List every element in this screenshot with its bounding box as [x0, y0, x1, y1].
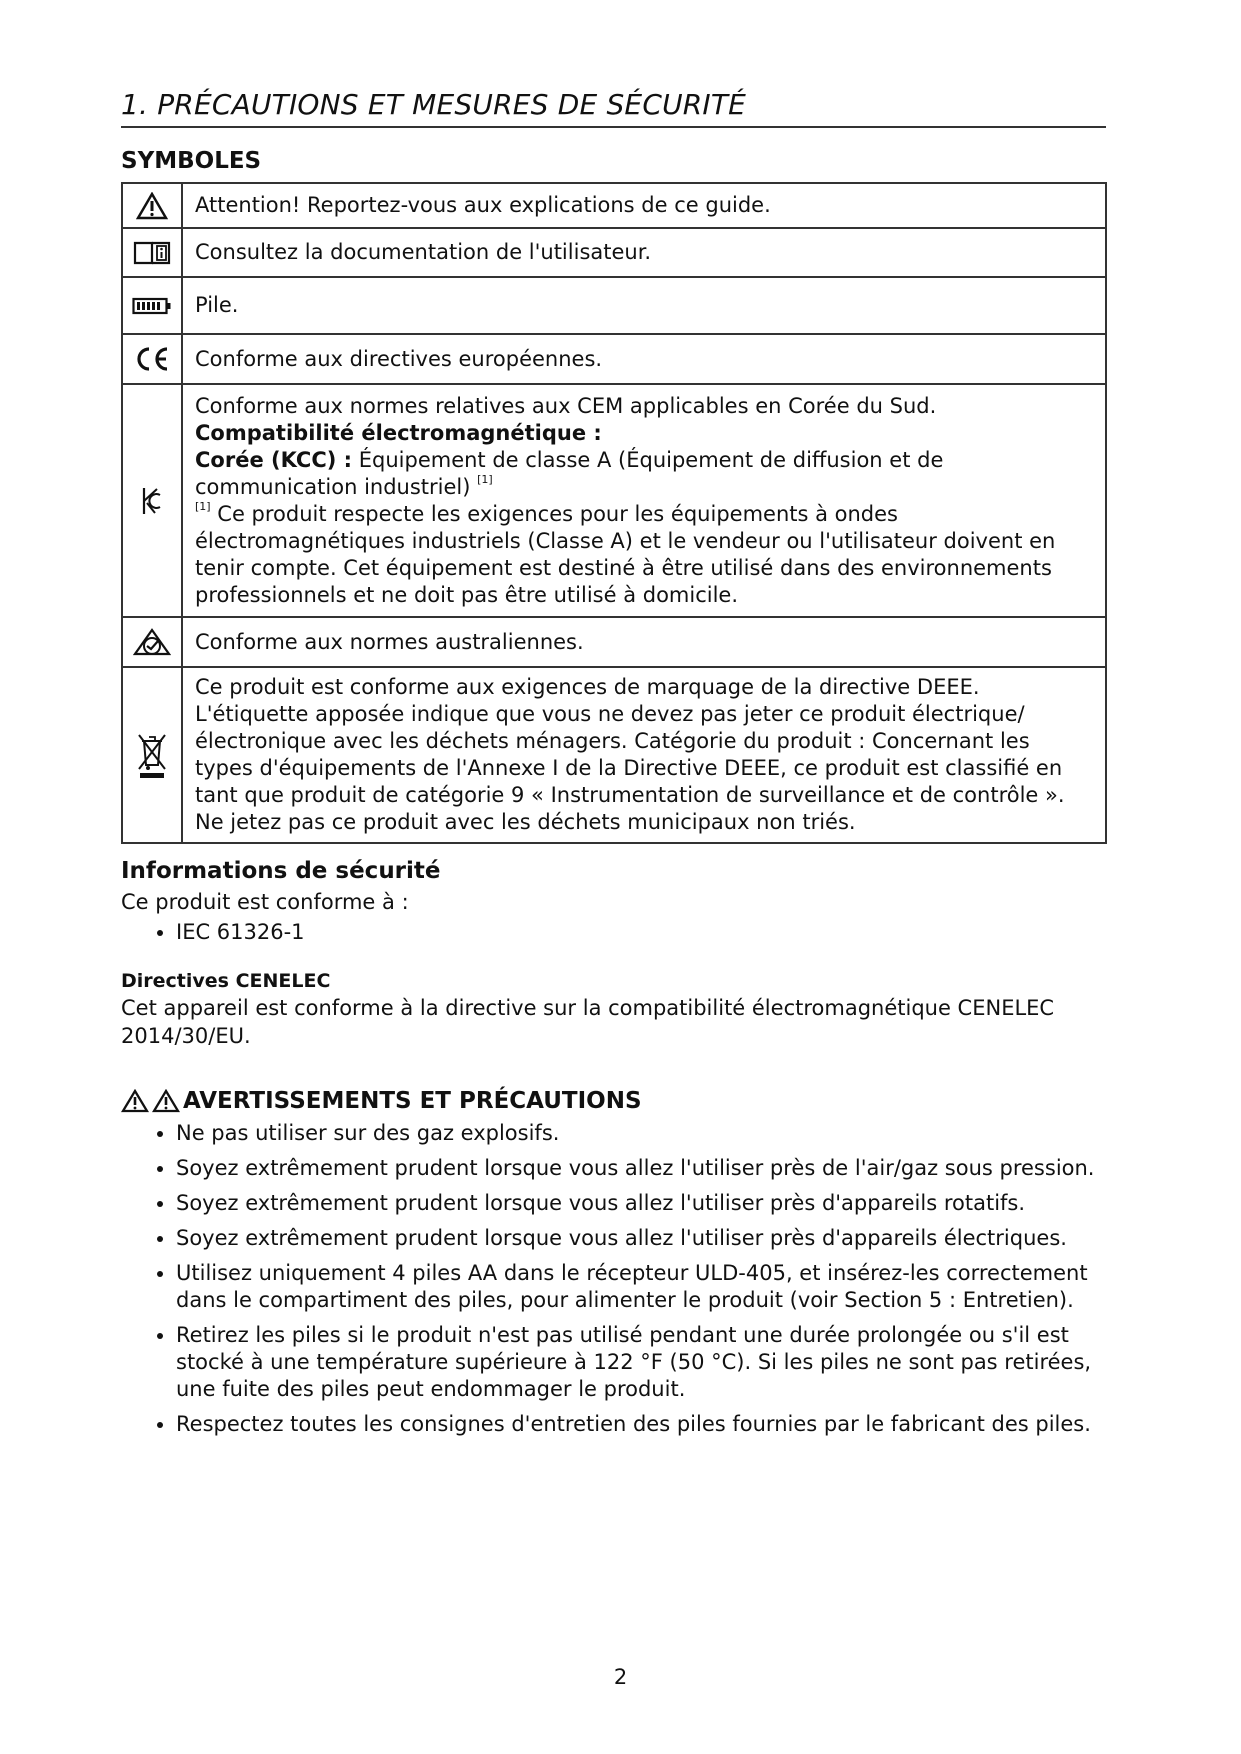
footnote-ref: [1]: [477, 472, 493, 486]
warnings-list: [121, 1120, 1106, 1438]
table-row: [122, 667, 1106, 843]
cenelec-title: Directives CENELEC: [121, 970, 331, 992]
safety-info-title: Informations de sécurité: [121, 858, 441, 884]
table-row: [122, 384, 1106, 617]
list-item: • Ne pas utiliser sur des gaz explosifs.: [176, 1120, 1106, 1147]
warnings-title: AVERTISSEMENTS ET PRÉCAUTIONS: [183, 1088, 642, 1114]
symbols-table: [121, 182, 1107, 844]
battery-icon: [122, 277, 182, 334]
kc-mark-icon: [122, 384, 182, 617]
warning-triangle-icon: [121, 1089, 149, 1113]
table-row: [122, 228, 1106, 277]
kc-label: Corée (KCC) :: [195, 447, 353, 472]
list-item: • Respectez toutes les consignes d'entretien des piles fournies par le fabricant des piles.: [176, 1411, 1106, 1438]
safety-intro: Ce produit est conforme à :: [121, 890, 409, 914]
section-heading: 1. PRÉCAUTIONS ET MESURES DE SÉCURITÉ: [121, 88, 1106, 128]
warning-triangle-icon: [152, 1089, 180, 1113]
kc-class-text: Équipement de classe A (Équipement de diffusion et de communication industriel): [195, 447, 944, 499]
kc-line-3: [195, 447, 1093, 501]
list-item: • Soyez extrêmement prudent lorsque vous allez l'utiliser près de l'air/gaz sous pression.: [176, 1155, 1106, 1182]
warning-triangle-icon: [122, 183, 182, 228]
cenelec-text: Cet appareil est conforme à la directive sur la compatibilité électromagnétique CENELEC 2014/30/EU.: [121, 996, 1055, 1048]
symbol-description: Conforme aux normes australiennes.: [182, 617, 1106, 667]
ce-mark-icon: [122, 334, 182, 384]
table-row: [122, 617, 1106, 667]
table-row: [122, 334, 1106, 384]
list-item: • Soyez extrêmement prudent lorsque vous allez l'utiliser près d'appareils électriques.: [176, 1225, 1106, 1252]
warnings-heading: [121, 1088, 1106, 1114]
user-manual-icon: [122, 228, 182, 277]
weee-bin-icon: [122, 667, 182, 843]
table-row: [122, 277, 1106, 334]
symbol-description: Consultez la documentation de l'utilisateur.: [182, 228, 1106, 277]
standards-list: [121, 918, 1106, 946]
symbol-description: [182, 384, 1106, 617]
symbol-description: Attention! Reportez-vous aux explications de ce guide.: [182, 183, 1106, 228]
footnote-text: Ce produit respecte les exigences pour les équipements à ondes électromagnétiques industriels (Classe A) et le vendeur ou l'utilisateur doivent en tenir compte. Cet équipement est destiné à être utilisé dans des environnements professionnels et ne doit pas être utilisé à domicile.: [195, 501, 1056, 607]
footnote-mark: [1]: [195, 499, 211, 513]
kc-line-2: Compatibilité électromagnétique :: [195, 420, 602, 445]
symbols-title: SYMBOLES: [121, 148, 262, 174]
document-page: [121, 88, 1106, 1446]
list-item: • Retirez les piles si le produit n'est pas utilisé pendant une durée prolongée ou s'il est stocké à une température supérieure à 122 °F (50 °C). Si les piles ne sont pas retirées, une fuite des piles peut endommager le produit.: [176, 1322, 1106, 1403]
symbol-description: Ce produit est conforme aux exigences de marquage de la directive DEEE. L'étiquette apposée indique que vous ne devez pas jeter ce produit électrique/ électronique avec les déchets ménagers. Catégorie du produit : Concernant les types d'équipements de l'Annexe I de la Directive DEEE, ce produit est classifié en tant que produit de catégorie 9 « Instrumentation de surveillance et de contrôle ». Ne jetez pas ce produit avec les déchets municipaux non triés.: [182, 667, 1106, 843]
list-item: • Utilisez uniquement 4 piles AA dans le récepteur ULD-405, et insérez-les correctement dans le compartiment des piles, pour alimenter le produit (voir Section 5 : Entretien).: [176, 1260, 1106, 1314]
page-number: 2: [613, 1665, 628, 1689]
symbol-description: Conforme aux directives européennes.: [182, 334, 1106, 384]
kc-line-1: Conforme aux normes relatives aux CEM applicables en Corée du Sud.: [195, 393, 937, 418]
table-row: [122, 183, 1106, 228]
kc-footnote: [195, 501, 1093, 609]
list-item: • Soyez extrêmement prudent lorsque vous allez l'utiliser près d'appareils rotatifs.: [176, 1190, 1106, 1217]
rcm-mark-icon: [122, 617, 182, 667]
list-item: • IEC 61326-1: [176, 918, 1106, 946]
symbol-description: Pile.: [182, 277, 1106, 334]
